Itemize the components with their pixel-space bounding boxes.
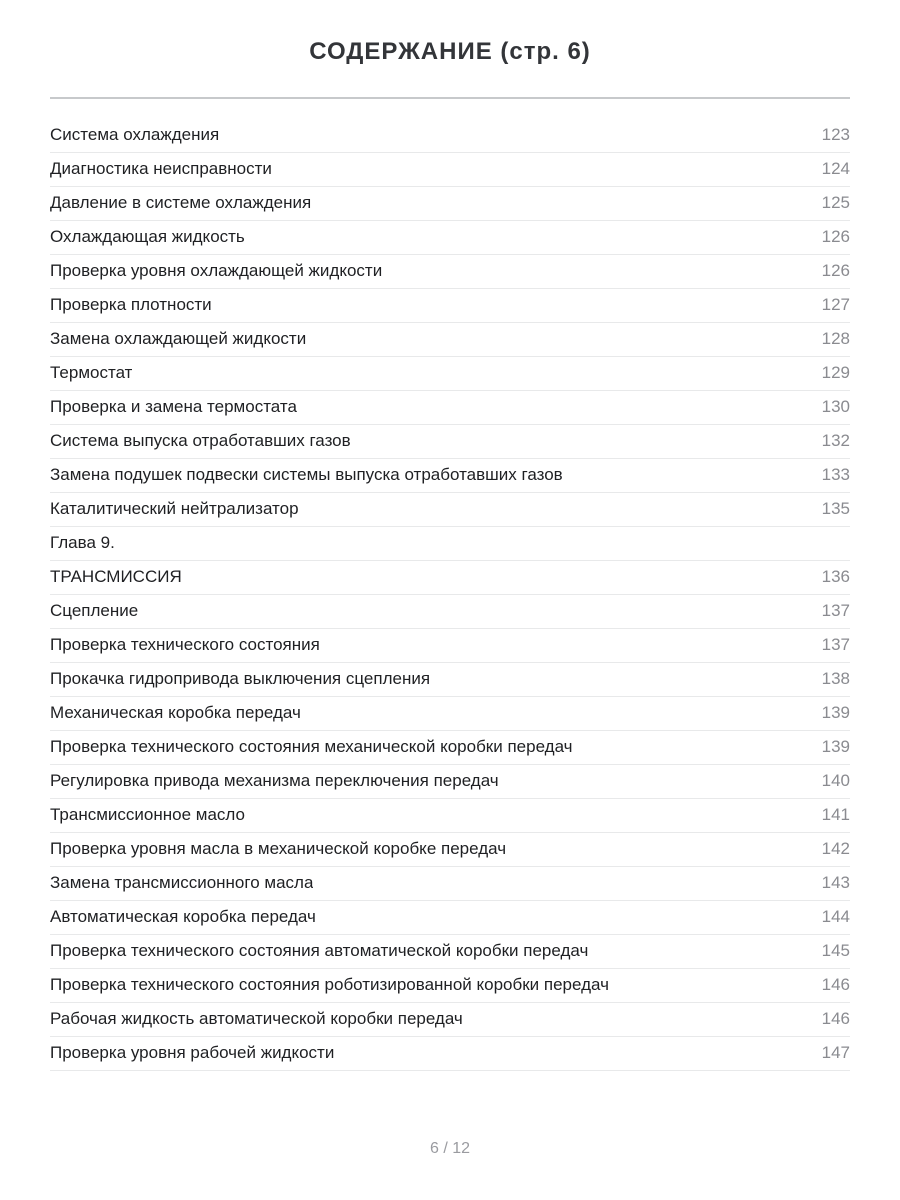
toc-entry-page: 132 <box>821 431 850 451</box>
toc-entry-label: Давление в системе охлаждения <box>50 193 312 213</box>
toc-entry-label: Проверка технического состояния <box>50 635 320 655</box>
toc-entry-label: Регулировка привода механизма переключения передач <box>50 771 499 791</box>
toc-entry-label: Замена охлаждающей жидкости <box>50 329 307 349</box>
toc-entry-page: 129 <box>821 363 850 383</box>
toc-entry-page: 146 <box>821 1009 850 1029</box>
toc-entry <box>50 323 850 357</box>
toc-entry-label: Проверка уровня масла в механической коробке передач <box>50 839 507 859</box>
toc-entry-label: Проверка и замена термостата <box>50 397 297 417</box>
toc-entry-page: 136 <box>821 567 850 587</box>
toc-entry <box>50 765 850 799</box>
toc-entry-page: 126 <box>821 227 850 247</box>
toc-entry-page: 126 <box>821 261 850 281</box>
toc-entry <box>50 391 850 425</box>
toc-entry <box>50 799 850 833</box>
toc-entry-label: Трансмиссионное масло <box>50 805 245 825</box>
toc-entry-page: 140 <box>821 771 850 791</box>
toc-entry <box>50 867 850 901</box>
page-indicator: 6 / 12 <box>429 1140 471 1157</box>
toc-entry <box>50 697 850 731</box>
toc-entry <box>50 663 850 697</box>
toc-entry-label: Проверка технического состояния механической коробки передач <box>50 737 573 757</box>
toc-entry-label: Система охлаждения <box>50 125 220 145</box>
toc-entry-label: Охлаждающая жидкость <box>50 227 245 247</box>
toc-entry-page: 145 <box>821 941 850 961</box>
toc-entry <box>50 595 850 629</box>
toc-entry-page: 123 <box>821 125 850 145</box>
toc-entry-label: Проверка уровня охлаждающей жидкости <box>50 261 383 281</box>
toc-entry-page: 139 <box>821 737 850 757</box>
toc-entry-label: Термостат <box>50 363 133 383</box>
toc-entry <box>50 527 850 561</box>
toc-entry-label: Рабочая жидкость автоматической коробки передач <box>50 1009 463 1029</box>
toc-entry-label: Замена подушек подвески системы выпуска отработавших газов <box>50 465 563 485</box>
toc-entry <box>50 289 850 323</box>
toc-page <box>50 0 850 1200</box>
toc-entry <box>50 901 850 935</box>
toc-entry-page: 125 <box>821 193 850 213</box>
toc-entry-label: Механическая коробка передач <box>50 703 301 723</box>
toc-entry <box>50 1003 850 1037</box>
toc-entry-page: 135 <box>821 499 850 519</box>
toc-entry <box>50 493 850 527</box>
toc-entry-label: Каталитический нейтрализатор <box>50 499 299 519</box>
toc-entry <box>50 629 850 663</box>
toc-entry-label: Проверка технического состояния автоматической коробки передач <box>50 941 589 961</box>
toc-entry-label: Проверка уровня рабочей жидкости <box>50 1043 335 1063</box>
toc-entry-page: 137 <box>821 601 850 621</box>
toc-entry-page: 138 <box>821 669 850 689</box>
toc-entry-page: 127 <box>821 295 850 315</box>
toc-entry-page: 143 <box>821 873 850 893</box>
toc-entry-label: Диагностика неисправности <box>50 159 272 179</box>
page-title: СОДЕРЖАНИЕ (стр. 6) <box>309 38 591 65</box>
toc-entry-label: Замена трансмиссионного масла <box>50 873 314 893</box>
toc-entry-page: 146 <box>821 975 850 995</box>
toc-list <box>50 119 850 1071</box>
toc-entry-page: 124 <box>821 159 850 179</box>
toc-entry <box>50 187 850 221</box>
toc-entry <box>50 459 850 493</box>
toc-entry-label: Проверка плотности <box>50 295 212 315</box>
toc-entry-page: 141 <box>821 805 850 825</box>
toc-entry <box>50 561 850 595</box>
toc-entry-page: 128 <box>821 329 850 349</box>
toc-entry <box>50 119 850 153</box>
toc-entry-page: 130 <box>821 397 850 417</box>
toc-entry <box>50 425 850 459</box>
toc-entry <box>50 221 850 255</box>
toc-entry-label: Сцепление <box>50 601 139 621</box>
toc-entry-label: Прокачка гидропривода выключения сцепления <box>50 669 431 689</box>
toc-entry <box>50 969 850 1003</box>
toc-entry-label: Система выпуска отработавших газов <box>50 431 351 451</box>
toc-entry-page: 139 <box>821 703 850 723</box>
toc-entry <box>50 1037 850 1071</box>
toc-entry-label: ТРАНСМИССИЯ <box>50 567 182 587</box>
toc-entry <box>50 731 850 765</box>
toc-entry <box>50 357 850 391</box>
toc-entry-page: 142 <box>821 839 850 859</box>
toc-entry-label: Проверка технического состояния роботизированной коробки передач <box>50 975 609 995</box>
toc-entry <box>50 153 850 187</box>
toc-entry <box>50 935 850 969</box>
toc-entry <box>50 255 850 289</box>
toc-entry <box>50 833 850 867</box>
toc-entry-page: 133 <box>821 465 850 485</box>
toc-entry-label: Глава 9. <box>50 533 115 553</box>
title-divider <box>50 97 850 99</box>
toc-entry-label: Автоматическая коробка передач <box>50 907 316 927</box>
toc-entry-page: 137 <box>821 635 850 655</box>
toc-entry-page: 147 <box>821 1043 850 1063</box>
toc-entry-page: 144 <box>821 907 850 927</box>
